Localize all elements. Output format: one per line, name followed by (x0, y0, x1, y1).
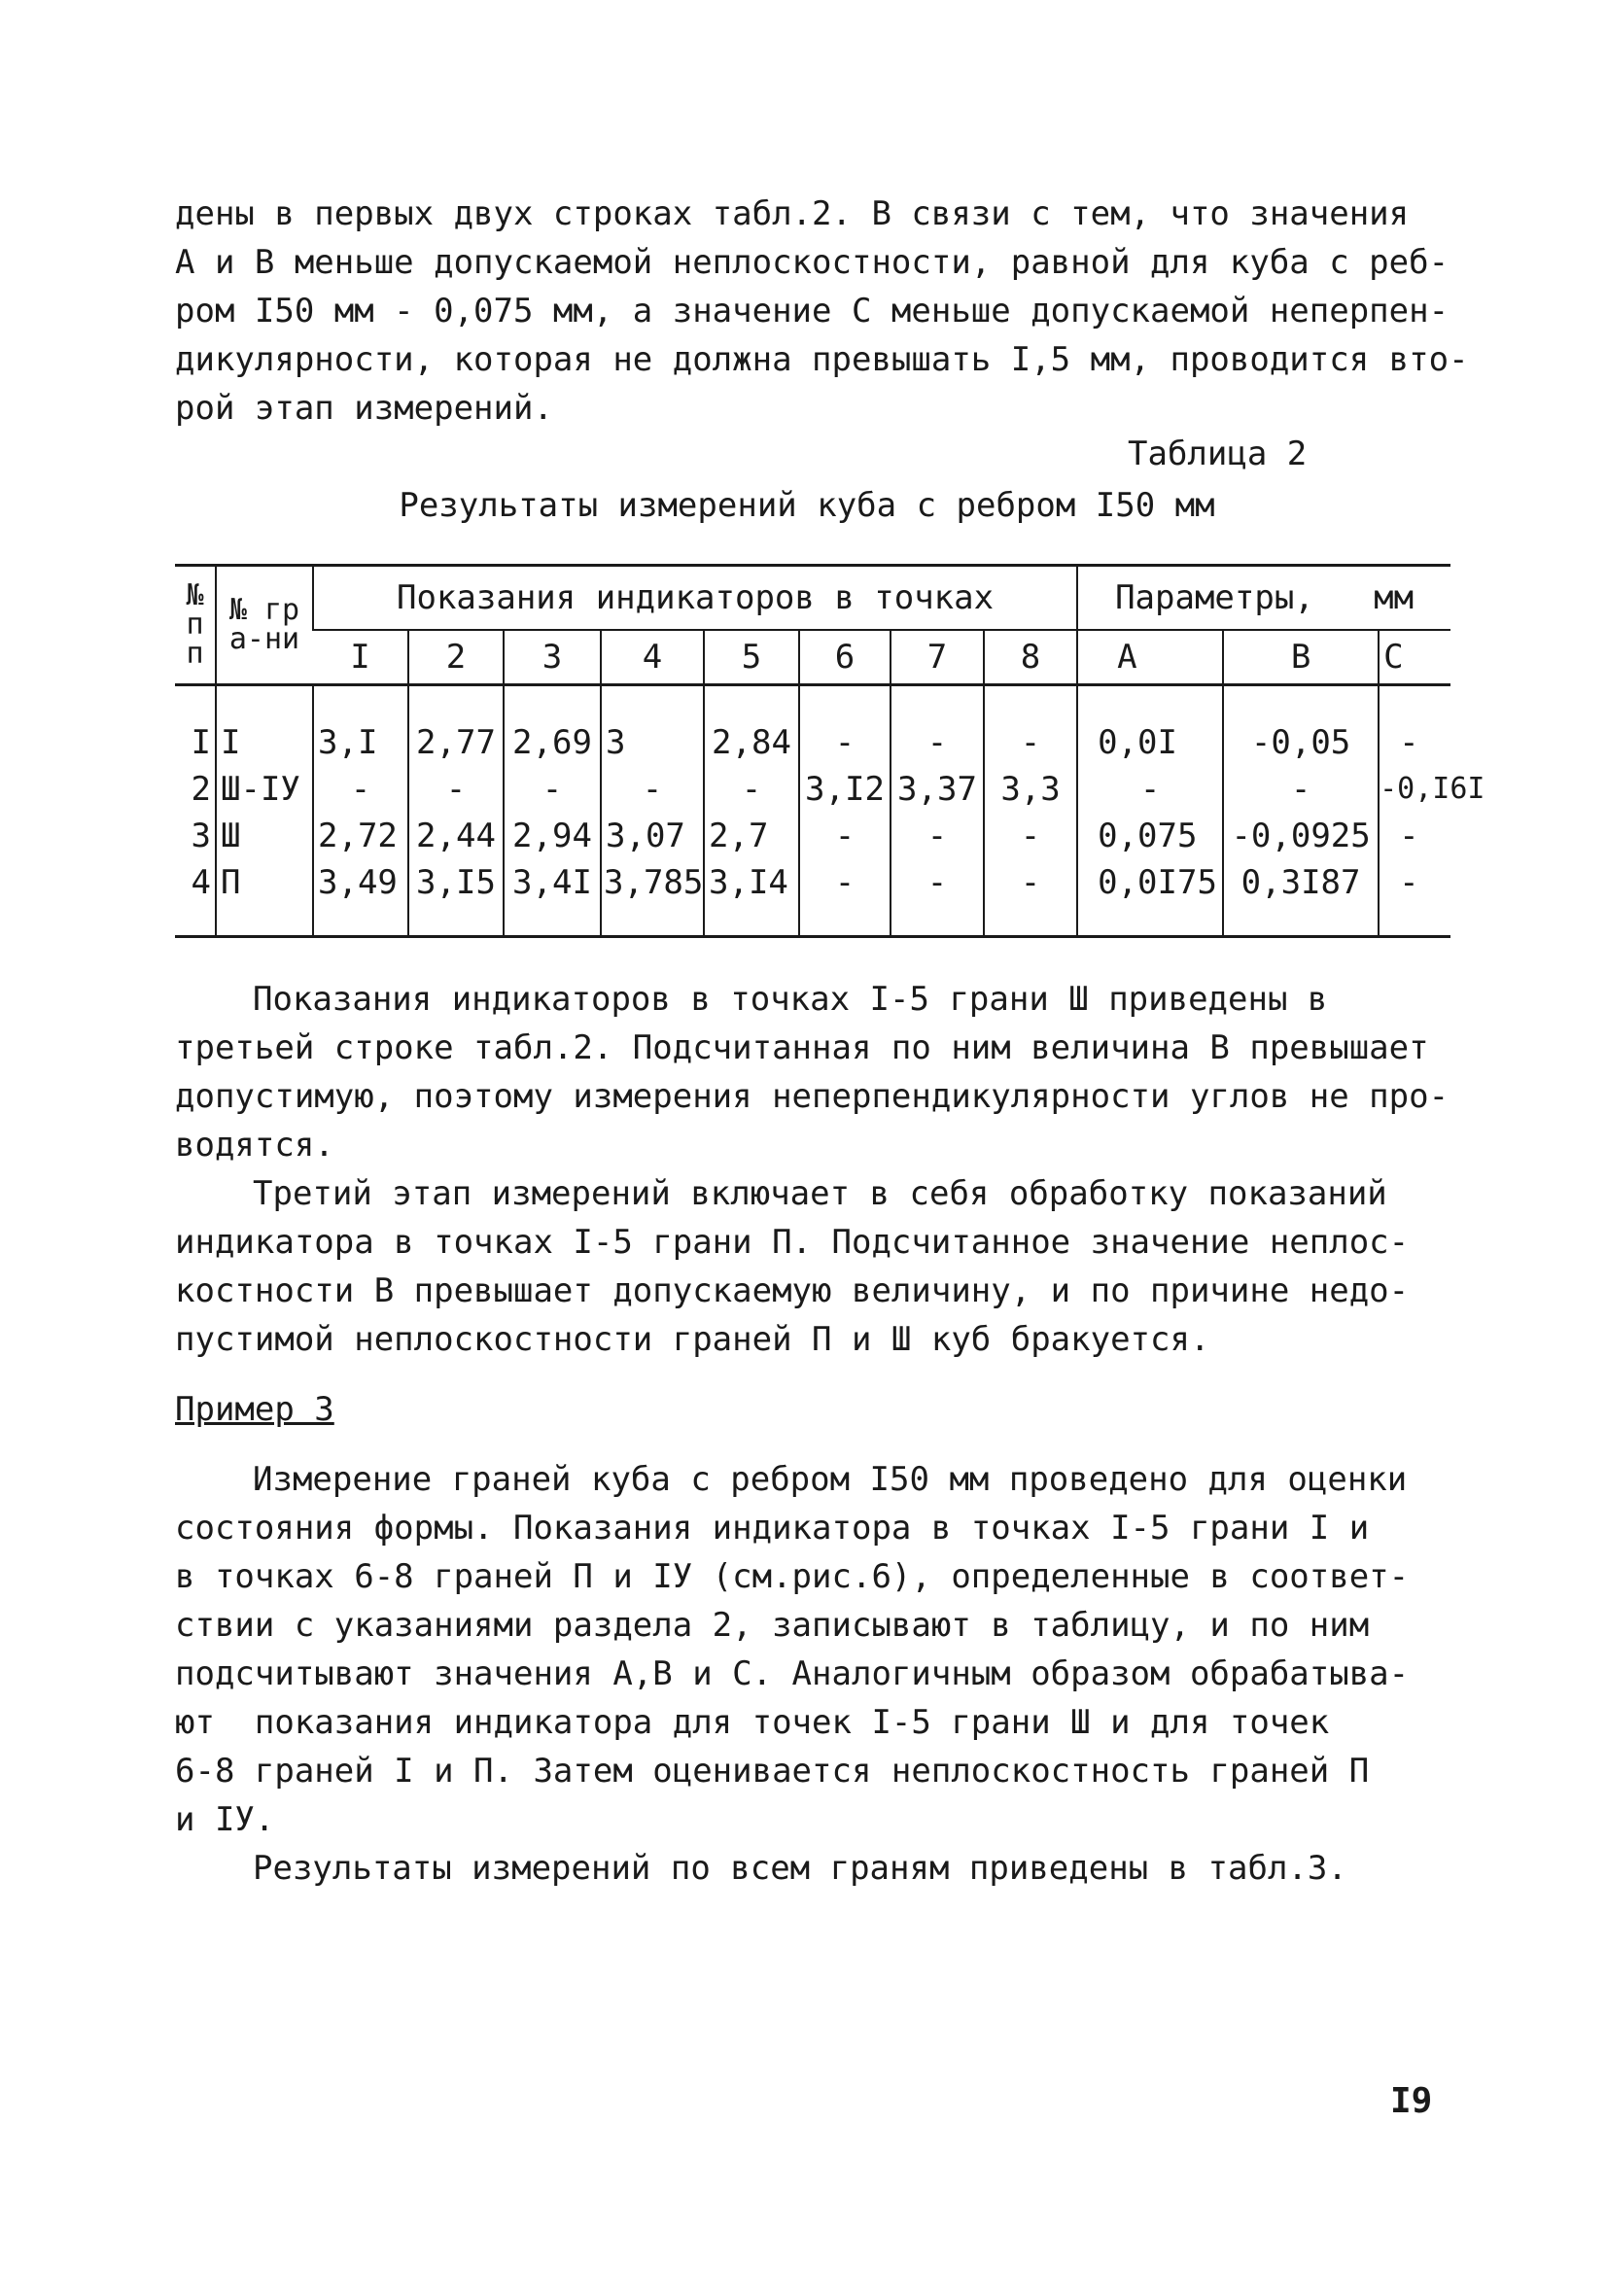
paragraph4-line: состояния формы. Показания индикатора в точках I-5 грани I и (175, 1509, 1370, 1548)
paragraph3-line: костности В превышает допускаемую величину, и по причине недо- (175, 1271, 1410, 1310)
table-cell: - (313, 766, 408, 813)
header-point-label: 3 (504, 630, 601, 685)
page-number: I9 (1390, 2081, 1433, 2121)
header-param-label: С (1379, 630, 1450, 685)
paragraph4-line: Измерение граней куба с ребром I50 мм проведено для оценки (253, 1460, 1408, 1499)
paragraph2-line: водятся. (175, 1126, 334, 1165)
row-face: П (216, 859, 313, 937)
table-cell: 3,3 (984, 766, 1077, 813)
table-cell: 2,94 (504, 813, 601, 859)
table-cell: -0,0925 (1223, 813, 1379, 859)
table-cell: - (799, 813, 891, 859)
paragraph4-line: ют показания индикатора для точек I-5 грани Ш и для точек (175, 1703, 1330, 1742)
table-cell: 0,0I75 (1077, 859, 1223, 937)
table-row (175, 813, 1450, 859)
example-heading: Пример 3 (175, 1390, 334, 1429)
table-cell: 0,3I87 (1223, 859, 1379, 937)
paragraph2-line: допустимую, поэтому измерения неперпендикулярности углов не про- (175, 1077, 1450, 1116)
header-row-number: № пп (175, 566, 216, 685)
table-cell: - (891, 813, 984, 859)
table-cell: 3,37 (891, 766, 984, 813)
table-cell: 3,I2 (799, 766, 891, 813)
table-cell: - (799, 685, 891, 767)
paragraph3-line: Третий этап измерений включает в себя обработку показаний (253, 1174, 1387, 1213)
table-cell: - (891, 859, 984, 937)
row-number: 2 (191, 770, 211, 809)
table-cell: -0,I6I (1379, 766, 1450, 813)
table-cell: 3,I5 (408, 859, 504, 937)
paragraph4-line: 6-8 граней I и П. Затем оценивается неплоскостность граней П (175, 1752, 1370, 1791)
row-face: I (216, 685, 313, 767)
table-cell: 2,77 (408, 685, 504, 767)
table-cell: - (984, 813, 1077, 859)
table-cell: 3 (601, 685, 704, 767)
paragraph4-line: и IУ. (175, 1800, 275, 1839)
table-cell: 3,4I (504, 859, 601, 937)
paragraph4-line: ствии с указаниями раздела 2, записывают в таблицу, и по ним (175, 1606, 1370, 1645)
header-point-label: 2 (408, 630, 504, 685)
header-point-label: 6 (799, 630, 891, 685)
table-cell: - (891, 685, 984, 767)
row-number: 4 (175, 859, 216, 937)
table-cell: 3,785 (601, 859, 704, 937)
row-face: Ш (216, 813, 313, 859)
table-cell: 0,0I (1077, 685, 1223, 767)
header-point-label: 8 (984, 630, 1077, 685)
row-number: 3 (191, 817, 211, 855)
table-cell: 0,075 (1077, 813, 1223, 859)
table-cell: 2,84 (704, 685, 799, 767)
table-cell: - (984, 685, 1077, 767)
paragraph2-line: третьей строке табл.2. Подсчитанная по ним величина В превышает (175, 1028, 1429, 1067)
table-cell: 3,49 (313, 859, 408, 937)
table-label: Таблица 2 (1128, 435, 1308, 473)
row-number: I (191, 723, 211, 762)
paragraph1-line: дикулярности, которая не должна превышать I,5 мм, проводится вто- (175, 340, 1469, 379)
table-cell: 3,07 (601, 813, 704, 859)
table-cell: 3,I (313, 685, 408, 767)
row-face: Ш-IУ (216, 766, 313, 813)
paragraph3-line: индикатора в точках I-5 грани П. Подсчитанное значение неплос- (175, 1223, 1410, 1262)
table-cell: - (1379, 813, 1450, 859)
table-row (175, 766, 1450, 813)
header-param-label: В (1223, 630, 1379, 685)
table-cell: - (601, 766, 704, 813)
table-cell: 2,72 (313, 813, 408, 859)
table-cell: - (1379, 859, 1450, 937)
table-cell: - (1077, 766, 1223, 813)
header-params: Параметры, мм (1077, 566, 1450, 631)
paragraph1-line: дены в первых двух строках табл.2. В связи с тем, что значения (175, 194, 1410, 233)
table-cell: - (504, 766, 601, 813)
header-readings: Показания индикаторов в точках (313, 566, 1077, 631)
paragraph4-line: подсчитывают значения А,В и С. Аналогичным образом обрабатыва- (175, 1654, 1410, 1693)
header-point-label: 4 (601, 630, 704, 685)
table-cell: 2,69 (504, 685, 601, 767)
header-point-label: I (313, 630, 408, 685)
table-cell: - (799, 859, 891, 937)
table-cell: -0,05 (1223, 685, 1379, 767)
header-param-label: А (1077, 630, 1223, 685)
table-row (175, 685, 1450, 767)
paragraph2-line: Показания индикаторов в точках I-5 грани Ш приведены в (253, 980, 1328, 1019)
paragraph1-line: А и В меньше допускаемой неплоскостности, равной для куба с реб- (175, 243, 1450, 282)
header-point-label: 5 (704, 630, 799, 685)
table-cell: - (408, 766, 504, 813)
table-row (175, 859, 1450, 937)
paragraph4-line: в точках 6-8 граней П и IУ (см.рис.6), определенные в соответ- (175, 1557, 1410, 1596)
header-face-number: № гра-ни (216, 566, 313, 685)
results-table (175, 564, 1485, 938)
header-point-label: 7 (891, 630, 984, 685)
table-title: Результаты измерений куба с ребром I50 мм (399, 486, 1215, 525)
table-cell: - (1379, 685, 1450, 767)
table-cell: 2,7 (704, 813, 799, 859)
paragraph1-line: рой этап измерений. (175, 389, 553, 428)
paragraph5-line: Результаты измерений по всем граням приведены в табл.3. (253, 1849, 1347, 1888)
table-cell: - (1223, 766, 1379, 813)
table-cell: - (704, 766, 799, 813)
paragraph3-line: пустимой неплоскостности граней П и Ш куб бракуется. (175, 1320, 1210, 1359)
table-cell: 2,44 (408, 813, 504, 859)
table-cell: 3,I4 (704, 859, 799, 937)
table-cell: - (984, 859, 1077, 937)
paragraph1-line: ром I50 мм - 0,075 мм, а значение С меньше допускаемой неперпен- (175, 292, 1450, 330)
